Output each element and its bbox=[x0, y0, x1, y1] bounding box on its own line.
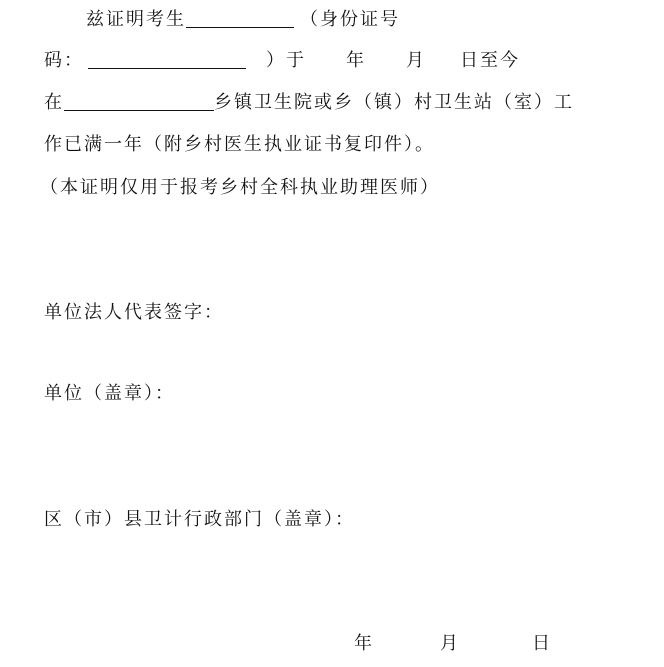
certificate-line-1 bbox=[86, 7, 400, 33]
line2-day-to-now: 日至今 bbox=[460, 50, 520, 71]
certificate-note: （本证明仅用于报考乡村全科执业助理医师） bbox=[40, 177, 440, 198]
line3-suffix: 乡镇卫生院或乡（镇）村卫生站（室）工 bbox=[214, 92, 574, 113]
unit-seal-label: 单位（盖章）： bbox=[44, 383, 175, 404]
certificate-line-4: 作已满一年（附乡村医生执业证书复印件）。 bbox=[44, 134, 435, 155]
certificate-line-3 bbox=[44, 90, 574, 116]
exam-candidate-name-blank bbox=[186, 7, 294, 28]
line2-year: 年 bbox=[346, 50, 366, 71]
line1-prefix: 兹证明考生 bbox=[86, 9, 186, 30]
line3-prefix: 在 bbox=[44, 92, 64, 113]
id-number-blank bbox=[88, 48, 246, 69]
certificate-line-2 bbox=[44, 48, 520, 74]
legal-representative-signature-label: 单位法人代表签字： bbox=[44, 302, 224, 323]
line1-suffix: （身份证号 bbox=[300, 9, 400, 30]
date-day: 日 bbox=[532, 633, 552, 654]
date-year: 年 bbox=[354, 633, 374, 654]
line2-prefix: 码： bbox=[44, 50, 84, 71]
township-name-blank bbox=[64, 90, 214, 111]
district-health-dept-seal-label: 区（市）县卫计行政部门（盖章）： bbox=[44, 509, 355, 530]
line2-month: 月 bbox=[406, 50, 426, 71]
date-month: 月 bbox=[440, 633, 460, 654]
line2-close-paren-yu: ）于 bbox=[266, 50, 306, 71]
date-line bbox=[354, 631, 552, 657]
